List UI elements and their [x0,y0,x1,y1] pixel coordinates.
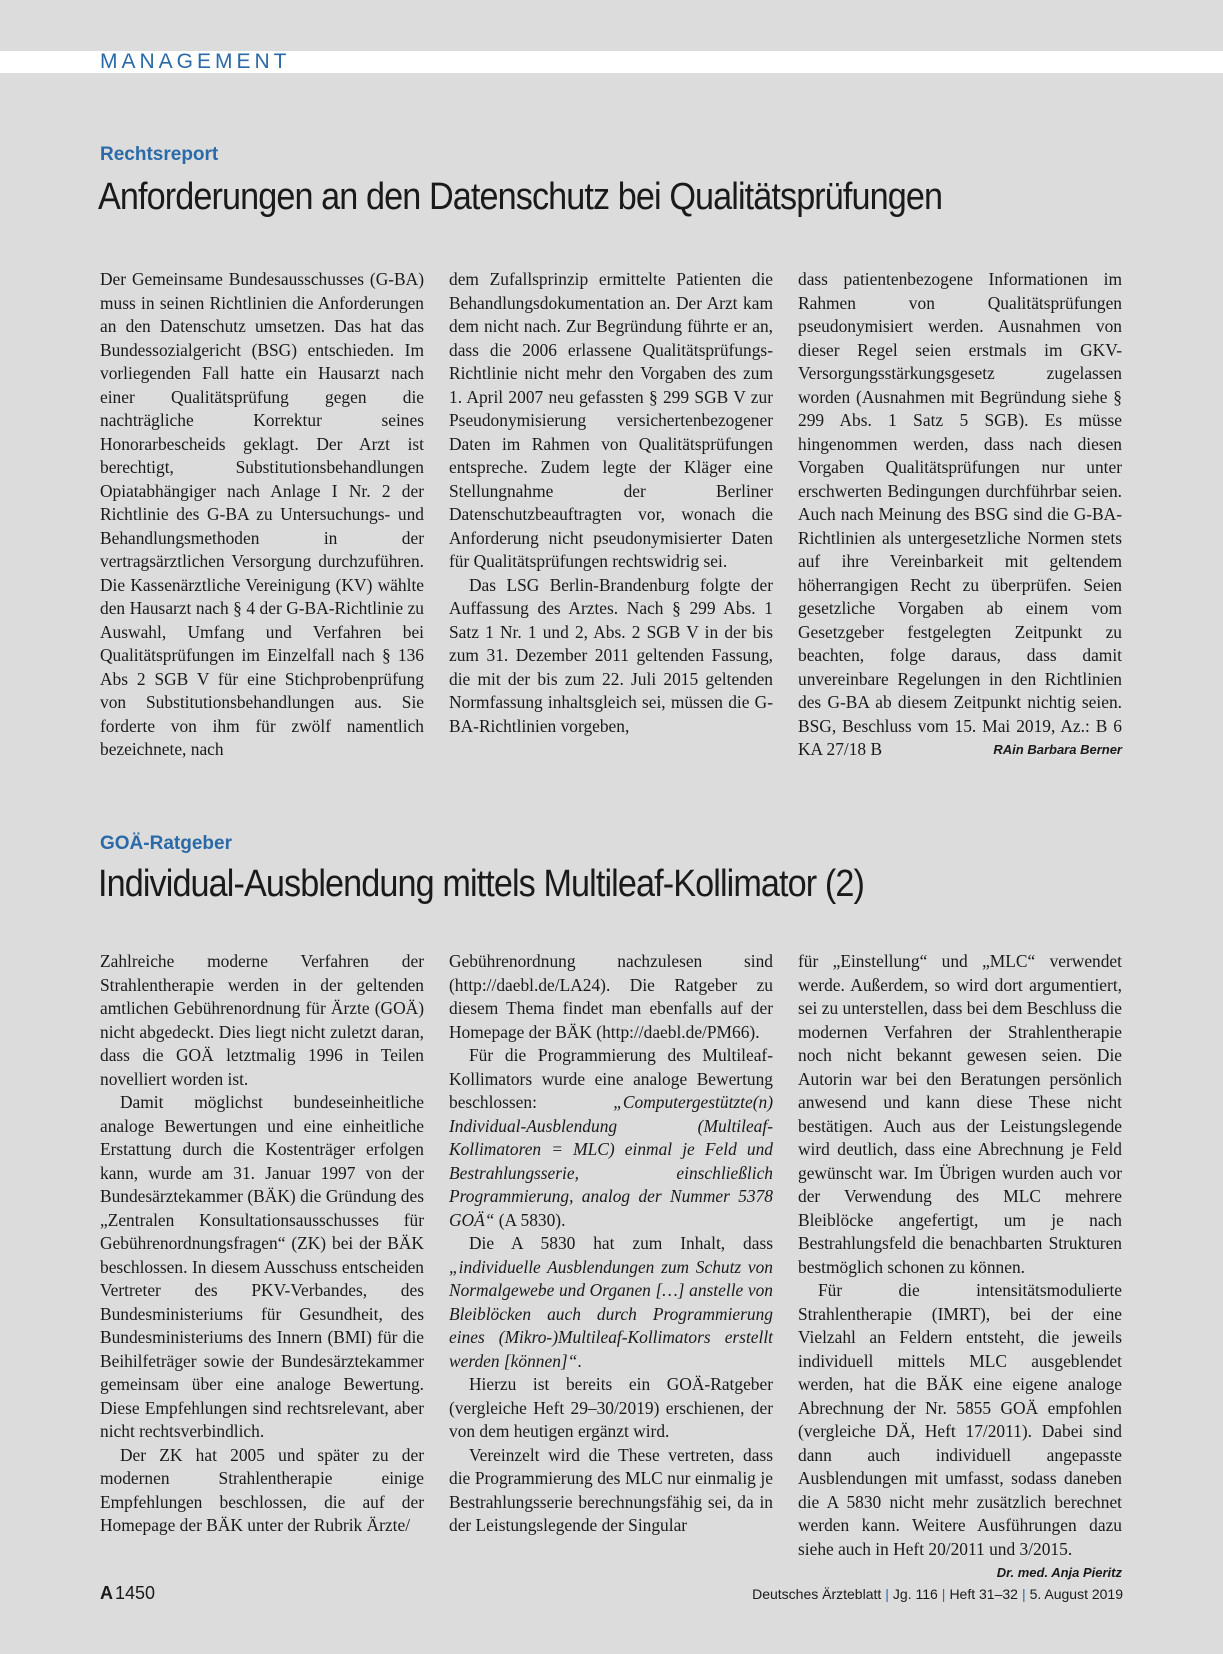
paragraph [449,1232,773,1373]
article1-kicker: Rechtsreport [100,144,219,165]
divider: | [1021,1586,1026,1602]
article2-column-2 [449,950,773,1538]
paragraph: dem Zufallsprinzip ermittelte Patienten die Behandlungsdokumentation an. Der Arzt kam dem nicht nach. Zur Begründung führte er an, dass die 2006 erlassene Qualitätsprüfungs-Richtlinie nicht mehr den Vorgaben des zum 1. April 2007 neu gefassten § 299 SGB V zur Pseudonymisierung versichertenbezogener Daten im Rahmen von Qualitätsprüfungen entspreche. Zudem legte der Kläger eine Stellungnahme der Berliner Datenschutzbeauftragten vor, wonach die Anforderung nicht pseudonymisierter Daten für Qualitätsprüfungen rechtswidrig sei. [449,269,773,571]
quoted-text: „Computergestützte(n) Individual-Ausblendung (Multileaf-Kollimatoren = MLC) einmal je Feld und Bestrahlungsserie, einschließlich Programmierung, analog der Nummer 5378 GOÄ“ [449,1092,773,1230]
author-byline: Dr. med. Anja Pieritz [996,1565,1122,1580]
journal-issue: Heft 31–32 [949,1586,1018,1602]
paragraph-text: . [577,1350,582,1371]
paragraph-text: (A 5830). [494,1209,566,1230]
article2-column-3 [798,950,1122,1585]
divider: | [941,1586,946,1602]
journal-name: Deutsches Ärzteblatt [752,1586,882,1602]
paragraph: Gebührenordnung nachzulesen sind (http://daebl.de/LA24). Die Ratgeber zu diesem Thema findet man ebenfalls auf der Homepage der BÄK (http://daebl.de/PM66). [449,951,773,1042]
article1-title: Anforderungen an den Datenschutz bei Qualitätsprüfungen [98,176,943,218]
article2-column-1 [100,950,424,1538]
journal-info [752,1586,1123,1602]
article1-column-1 [100,268,424,762]
paragraph: Der ZK hat 2005 und später zu der modernen Strahlentherapie einige Empfehlungen beschlossen, die auf der Homepage der BÄK unter der Rubrik Ärzte/ [100,1444,424,1535]
quoted-text: „individuelle Ausblendungen zum Schutz von Normalgewebe und Organen […] anstelle von Bleiblöcken auch durch Programmierung eines (Mikro-)Multileaf-Kollimators erstellt werden [können]“ [449,1256,773,1371]
paragraph-text: Für die intensitätsmodulierte Strahlentherapie (IMRT), bei der eine Vielzahl an Feldern entsteht, die jeweils individuell mittels MLC ausgeblendet werden, hat die BÄK eine eigene analoge Abrechnung der Nr. 5855 GOÄ empfohlen (vergleiche DÄ, Heft 17/2011). Dabei sind dann auch individuell angepasste Ausblendungen mit umfasst, sodass daneben die A 5830 nicht mehr zusätzlich berechnet werden kann. Weitere Ausführungen dazu siehe auch in Heft 20/2011 und 3/2015. [798,1280,1122,1559]
paragraph [798,268,1122,762]
article1-column-2 [449,268,773,738]
article1-column-3 [798,268,1122,762]
paragraph [798,1279,1122,1580]
paragraph: Der Gemeinsame Bundesausschusses (G-BA) muss in seinen Richtlinien die Anforderungen an den Datenschutz umsetzen. Das hat das Bundessozialgericht (BSG) entschieden. Im vorliegenden Fall hatte ein Hausarzt nach einer Qualitätsprüfung gegen die nachträgliche Korrektur seines Honorarbescheids geklagt. Der Arzt ist berechtigt, Substitutionsbehandlungen Opiatabhängiger nach Anlage I Nr. 2 der Richtlinie des G-BA zu Untersuchungs- und Behandlungsmethoden in der vertragsärztlichen Versorgung durchzuführen. Die Kassenärztliche Vereinigung (KV) wählte den Hausarzt nach § 4 der G-BA-Richtlinie zu Auswahl, Umfang und Verfahren bei Qualitätsprüfungen im Einzelfall nach § 136 Abs 2 SGB V für eine Stichprobenprüfung von Substitutionsbehandlungen aus. Sie forderte von ihm für zwölf namentlich bezeichnete, nach [100,269,424,759]
paragraph-text: Für die Programmierung des Multileaf-Kollimators wurde eine analoge Bewertung beschlossen: [449,1045,773,1112]
paragraph: Vereinzelt wird die These vertreten, dass die Programmierung des MLC nur einmalig je Bestrahlungsserie berechnungsfähig sei, da in der Leistungslegende der Singular [449,1444,773,1535]
paragraph: Hierzu ist bereits ein GOÄ-Ratgeber (vergleiche Heft 29–30/2019) erschienen, der von dem heutigen ergänzt wird. [449,1374,773,1441]
author-byline: RAin Barbara Berner [993,742,1122,757]
paragraph-text: dass patientenbezogene Informationen im Rahmen von Qualitätsprüfungen pseudonymisiert werden. Ausnahmen von dieser Regel seien erstmals im GKV-Versorgungsstärkungsgesetz zugelassen worden (Ausnahmen mit Begründung siehe § 299 Abs. 1 Satz 5 SGB). Es müsse hingenommen werden, dass nach diesen Vorgaben Qualitätsprüfungen nur unter erschwerten Bedingungen durchführbar seien. Auch nach Meinung des BSG sind die G-BA-Richtlinien als untergesetzliche Normen stets auf ihre Vereinbarkeit mit geltendem höherrangigen Recht zu überprüfen. Seien gesetzliche Vorgaben ab einem vom Gesetzgeber festgelegten Zeitpunkt zu beachten, folge daraus, dass damit unvereinbare Regelungen in den Richtlinien des G-BA ab diesem Zeitpunkt nichtig seien. BSG, Beschluss vom 15. Mai 2019, Az.: B 6 KA 27/18 B [798,269,1122,759]
section-label: MANAGEMENT [100,50,291,73]
page-number [100,1583,155,1604]
journal-date: 5. August 2019 [1029,1586,1123,1602]
paragraph: Damit möglichst bundeseinheitliche analoge Bewertungen und eine einheitliche Erstattung durch die Kostenträger erfolgen kann, wurde am 31. Januar 1997 von der Bundesärztekammer (BÄK) die Gründung des „Zentralen Konsultationsausschusses für Gebührenordnungsfragen“ (ZK) bei der BÄK beschlossen. In diesem Ausschuss entscheiden Vertreter des PKV-Verbandes, des Bundesministeriums für Gesundheit, des Bundesministeriums des Innern (BMI) für die Beihilfeträger sowie der Bundesärztekammer gemeinsam über eine analoge Bewertung. Diese Empfehlungen sind rechtsrelevant, aber nicht rechtsverbindlich. [100,1092,424,1441]
paragraph: für „Einstellung“ und „MLC“ verwendet werde. Außerdem, so wird dort argumentiert, sei zu unterstellen, dass bei dem Beschluss die modernen Verfahren der Strahlentherapie noch nicht bekannt gewesen seien. Die Autorin war bei den Beratungen persönlich anwesend und kann diese These nicht bestätigen. Auch aus der Leistungslegende wird deutlich, dass eine Abrechnung je Feld gewünscht war. Im Übrigen wurden auch vor der Verwendung des MLC mehrere Bleiblöcke angefertigt, um je nach Bestrahlungsfeld die benachbarten Strukturen bestmöglich schonen zu können. [798,951,1122,1277]
paragraph-text: Die A 5830 hat zum Inhalt, dass [469,1233,773,1253]
article2-title: Individual-Ausblendung mittels Multileaf-Kollimator (2) [98,863,864,905]
page-number-value: 1450 [115,1583,156,1603]
divider: | [885,1586,889,1602]
paragraph: Zahlreiche moderne Verfahren der Strahlentherapie werden in der geltenden amtlichen Gebührenordnung für Ärzte (GOÄ) nicht abgedeckt. Dies liegt nicht zuletzt daran, dass die GOÄ letztmalig 1996 in Teilen novelliert worden ist. [100,951,424,1089]
journal-volume: Jg. 116 [892,1586,938,1602]
page-prefix: A [100,1583,113,1603]
article2-kicker: GOÄ-Ratgeber [100,833,232,854]
paragraph: Das LSG Berlin-Brandenburg folgte der Auffassung des Arztes. Nach § 299 Abs. 1 Satz 1 Nr. 1 und 2, Abs. 2 SGB V in der bis zum 31. Dezember 2011 geltenden Fassung, die mit der bis zum 22. Juli 2015 geltenden Normfassung inhaltsgleich sei, müssen die G-BA-Richtlinien vorgeben, [449,574,773,736]
paragraph [449,1044,773,1232]
